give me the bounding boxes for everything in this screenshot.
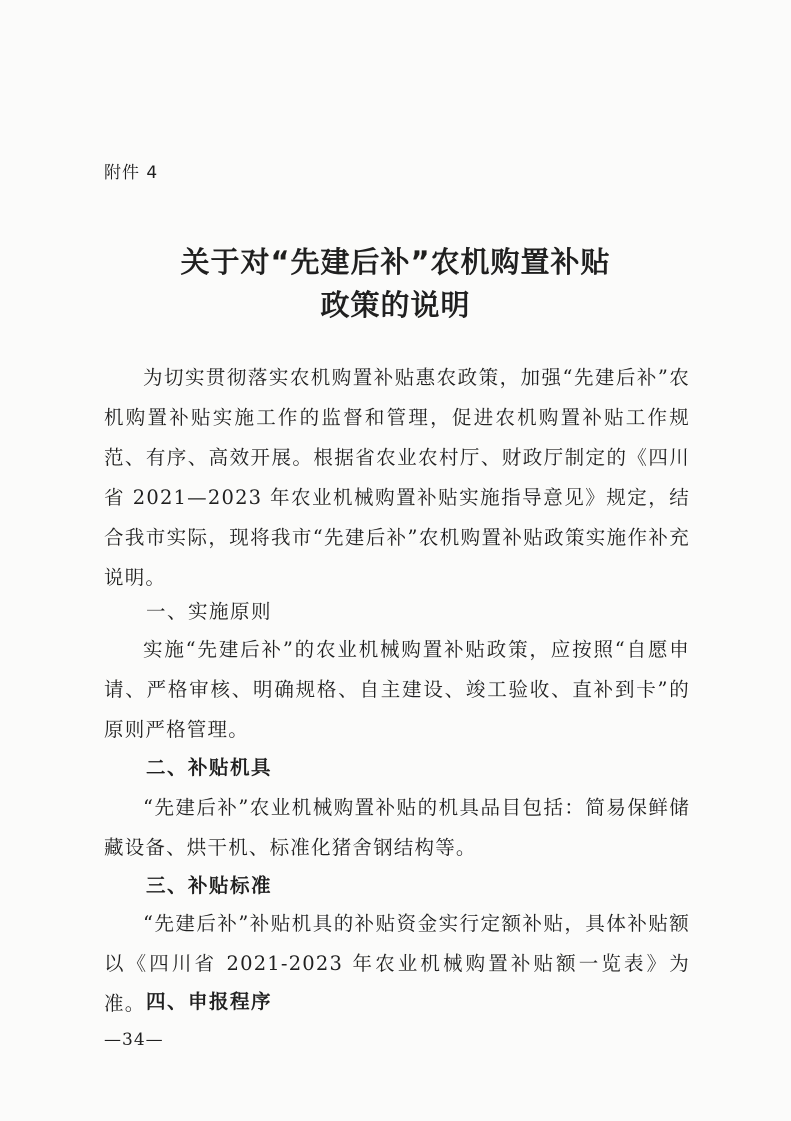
attachment-label: 附件 4 [104, 163, 159, 183]
section-paragraph-2: “先建后补”农业机械购置补贴的机具品目包括：简易保鲜储藏设备、烘干机、标准化猪舍钢结构等。 [104, 796, 690, 859]
section-heading-1: 一、实施原则 [146, 600, 273, 623]
section-paragraph-3: “先建后补”补贴机具的补贴资金实行定额补贴，具体补贴额以《四川省 2021-2023 年农业机械购置补贴额一览表》为准。 [104, 912, 690, 1015]
section-2-block [104, 788, 690, 868]
section-heading-2: 二、补贴机具 [146, 756, 273, 779]
document-title-line-1: 关于对“先建后补”农机购置补贴 [180, 245, 611, 279]
intro-paragraph: 为切实贯彻落实农机购置补贴惠农政策，加强“先建后补”农机购置补贴实施工作的监督和管理，促进农机购置补贴工作规范、有序、高效开展。根据省农业农村厅、财政厅制定的《四川省 2021—2023 年农业机械购置补贴实施指导意见》规定，结合我市实际，现将我市“先建后补”农机购置补贴政策实施作补充说明。 [104, 366, 690, 589]
document-title-line-2: 政策的说明 [320, 288, 471, 322]
section-heading-4: 四、申报程序 [146, 990, 273, 1013]
section-heading-3: 三、补贴标准 [146, 874, 273, 897]
section-1-block [104, 630, 690, 750]
intro-paragraph-block [104, 358, 690, 598]
page-number: —34— [104, 1030, 164, 1050]
section-paragraph-1: 实施“先建后补”的农业机械购置补贴政策，应按照“自愿申请、严格审核、明确规格、自主建设、竣工验收、直补到卡”的原则严格管理。 [104, 638, 690, 741]
